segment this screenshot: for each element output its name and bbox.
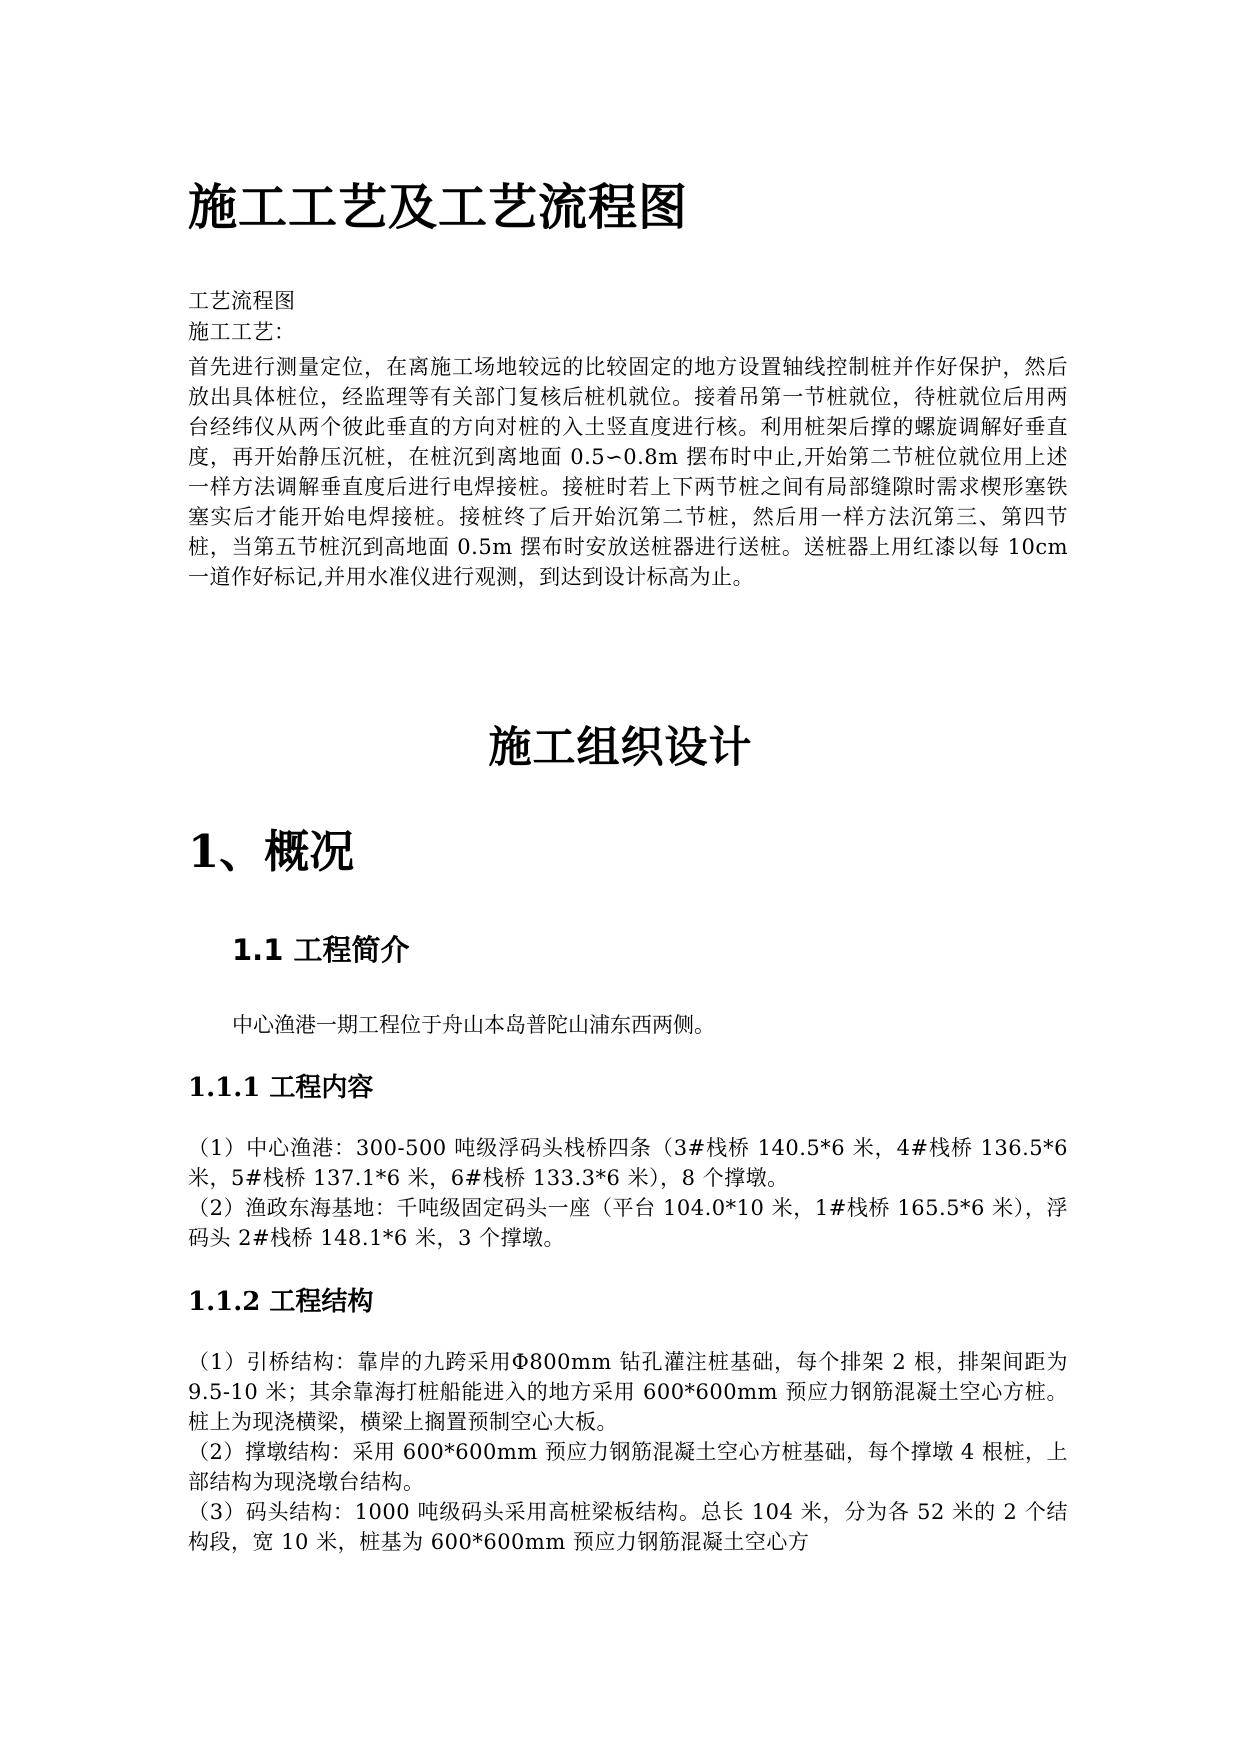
project-content-list: [188, 1133, 1068, 1253]
project-content-item-1: （1）中心渔港：300-500 吨级浮码头栈桥四条（3#栈桥 140.5*6 米，4#栈桥 136.5*6 米，5#栈桥 137.1*6 米，6#栈桥 133.3*6 米），8 个撑墩。: [188, 1136, 1068, 1190]
flow-chart-label: 工艺流程图: [188, 289, 296, 313]
section-title-construction-design: 施工组织设计: [488, 723, 753, 773]
construction-process-label: 施工工艺：: [188, 320, 296, 344]
project-structure-item-2: （2）撑墩结构：采用 600*600mm 预应力钢筋混凝土空心方桩基础，每个撑墩 4 根桩，上部结构为现浇墩台结构。: [188, 1440, 1068, 1494]
heading-project-content: 1.1.1 工程内容: [188, 1073, 374, 1103]
project-content-item-2: （2）渔政东海基地：千吨级固定码头一座（平台 104.0*10 米，1#栈桥 165.5*6 米），浮码头 2#栈桥 148.1*6 米，3 个撑墩。: [188, 1196, 1068, 1250]
construction-process-paragraph: 首先进行测量定位，在离施工场地较远的比较固定的地方设置轴线控制桩并作好保护，然后放出具体桩位，经监理等有关部门复核后桩机就位。接着吊第一节桩就位，待桩就位后用两台经纬仪从两个彼此垂直的方向对桩的入土竖直度进行核。利用桩架后撑的螺旋调解好垂直度，再开始静压沉桩，在桩沉到离地面 0.5∽0.8m 摆布时中止,开始第二节桩位就位用上述一样方法调解垂直度后进行电焊接桩。接桩时若上下两节桩之间有局部缝隙时需求楔形塞铁塞实后才能开始电焊接桩。接桩终了后开始沉第二节桩，然后用一样方法沉第三、第四节桩，当第五节桩沉到高地面 0.5m 摆布时安放送桩器进行送桩。送桩器上用红漆以每 10cm 一道作好标记,并用水准仪进行观测，到达到设计标高为止。: [188, 355, 1068, 589]
project-summary-paragraph: 中心渔港一期工程位于舟山本岛普陀山浦东西两侧。: [232, 1013, 715, 1037]
heading-overview: 1、概况: [188, 825, 355, 878]
project-structure-item-3: （3）码头结构：1000 吨级码头采用高桩梁板结构。总长 104 米，分为各 52 米的 2 个结构段，宽 10 米，桩基为 600*600mm 预应力钢筋混凝土空心方: [188, 1500, 1068, 1554]
project-structure-list: [188, 1347, 1068, 1557]
document-title: 施工工艺及工艺流程图: [188, 178, 689, 236]
heading-project-summary: 1.1 工程简介: [232, 933, 410, 967]
heading-project-structure: 1.1.2 工程结构: [188, 1287, 374, 1317]
project-structure-item-1: （1）引桥结构：靠岸的九跨采用Φ800mm 钻孔灌注桩基础，每个排架 2 根，排架间距为 9.5-10 米；其余靠海打桩船能进入的地方采用 600*600mm 预应力钢筋混凝土空心方桩。桩上为现浇横梁，横梁上搁置预制空心大板。: [188, 1350, 1068, 1434]
